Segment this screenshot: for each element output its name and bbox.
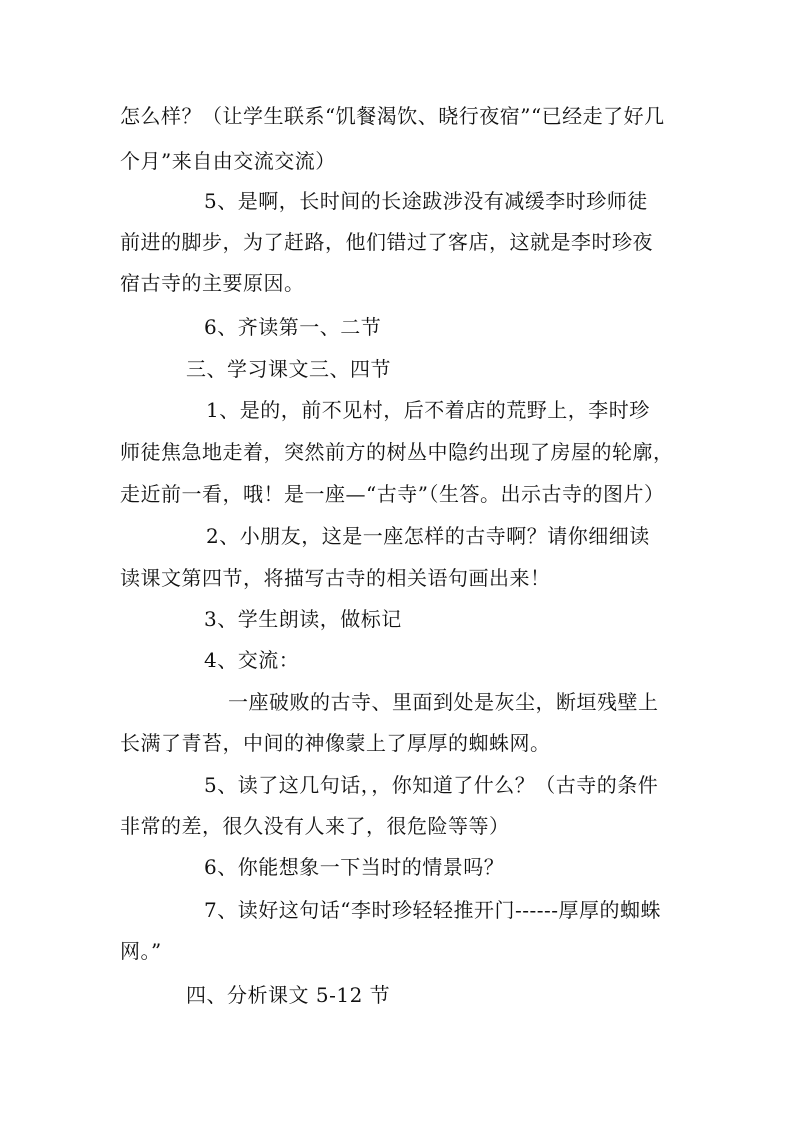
text-line: 5、是啊，长时间的长途跋涉没有减缓李时珍师徒 <box>204 189 648 213</box>
text-line: 前进的脚步，为了赶路，他们错过了客店，这就是李时珍夜 <box>120 230 653 254</box>
section-heading: 四、分析课文 5-12 节 <box>186 983 391 1007</box>
text-line: 5、读了这几句话，，你知道了什么？（古寺的条件 <box>204 773 659 797</box>
text-line: 一座破败的古寺、里面到处是灰尘，断垣残壁上 <box>228 690 659 714</box>
text-line: 长满了青苔，中间的神像蒙上了厚厚的蜘蛛网。 <box>120 731 551 755</box>
text-line: 1、是的，前不见村，后不着店的荒野上，李时珍 <box>206 398 650 422</box>
text-line: 7、读好这句话“李时珍轻轻推开门------厚厚的蜘蛛 <box>204 898 661 922</box>
text-line: 4、交流： <box>204 648 300 672</box>
text-line: 宿古寺的主要原因。 <box>120 271 305 295</box>
text-line: 读课文第四节，将描写古寺的相关语句画出来！ <box>120 566 551 590</box>
text-line: 2、小朋友，这是一座怎样的古寺啊？请你细细读 <box>206 524 650 548</box>
text-line: 怎么样？（让学生联系“饥餐渴饮、晓行夜宿”“已经走了好几 <box>120 104 665 128</box>
text-line: 网。” <box>120 939 162 963</box>
text-line: 非常的差，很久没有人来了，很危险等等） <box>120 814 510 838</box>
section-heading: 三、学习课文三、四节 <box>186 357 391 381</box>
text-line: 6、齐读第一、二节 <box>204 315 382 339</box>
text-line: 6、你能想象一下当时的情景吗？ <box>204 855 505 879</box>
text-line: 师徒焦急地走着，突然前方的树丛中隐约出现了房屋的轮廓， <box>120 440 674 464</box>
text-line: 走近前一看，哦！是一座—“古寺”（生答。出示古寺的图片） <box>120 482 665 506</box>
text-line: 3、学生朗读，做标记 <box>204 607 402 631</box>
text-line: 个月”来自由交流交流） <box>120 149 336 173</box>
